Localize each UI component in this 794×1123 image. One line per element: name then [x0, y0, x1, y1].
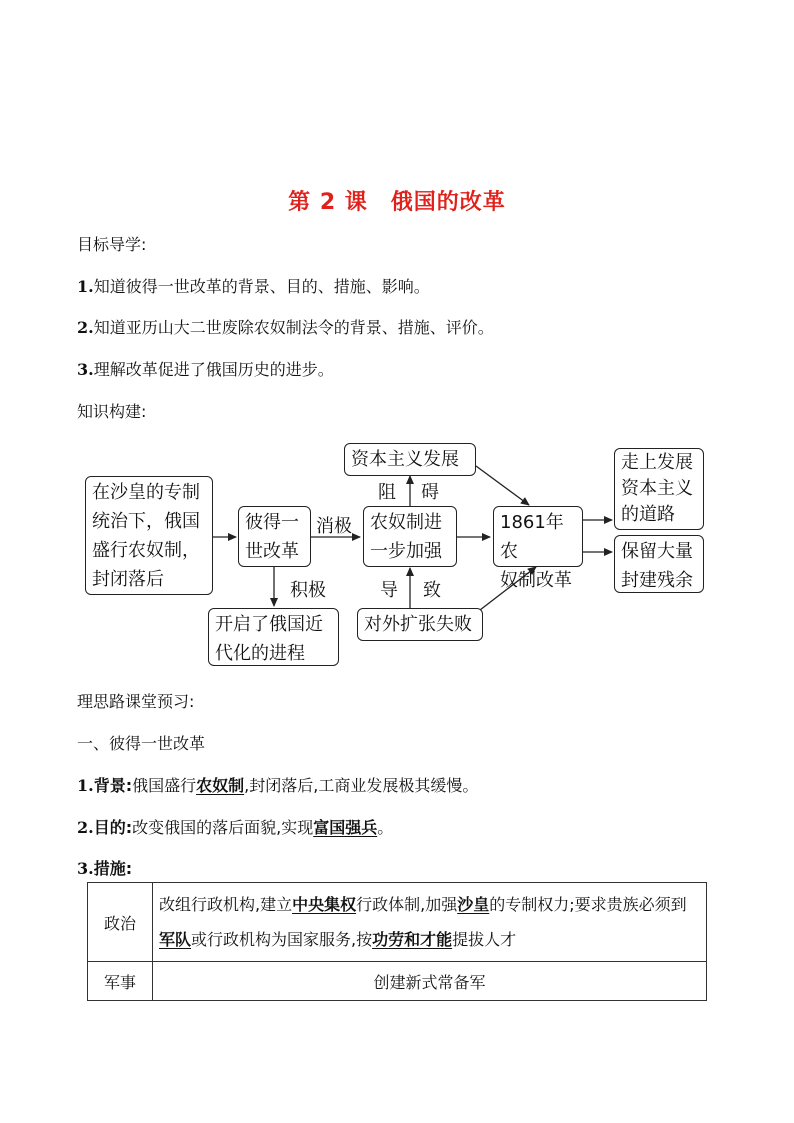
- node-serfdom: [363, 506, 457, 567]
- node-line: 统治下，俄国: [92, 511, 200, 532]
- page-title: 第 2 课 俄国的改革: [288, 190, 506, 215]
- preview-heading: 理思路课堂预习:: [77, 692, 195, 711]
- item-text: 。: [377, 818, 394, 837]
- node-line: 盛行农奴制，: [92, 540, 200, 561]
- table-content-cell: [153, 883, 707, 962]
- item-text: 改变俄国的落后面貌,实现: [132, 818, 314, 837]
- node-capitalism: [344, 443, 476, 476]
- node-line: 资本主义发展: [351, 449, 459, 470]
- cell-text: 改组行政机构,建立: [159, 895, 293, 914]
- measures-line: [77, 856, 132, 879]
- item-label: 背景:: [93, 776, 133, 795]
- item-num: 2.: [77, 818, 94, 837]
- table-row: [88, 883, 707, 962]
- edge-label-lead: 致: [423, 580, 441, 601]
- section-heading: 一、彼得一世改革: [77, 734, 206, 753]
- node-line: 1861年农: [500, 512, 564, 562]
- node-line: 在沙皇的专制: [92, 482, 200, 503]
- key-term: 中央集权: [292, 895, 357, 914]
- node-peter-reform: [238, 506, 311, 567]
- objective-text: 理解改革促进了俄国历史的进步。: [93, 360, 334, 379]
- item-label: 目的:: [93, 818, 133, 837]
- node-line: 奴制改革: [500, 570, 572, 591]
- objective-text: 知道彼得一世改革的背景、目的、措施、影响。: [93, 277, 430, 296]
- cell-text: 的专制权力;要求贵族必须到: [489, 895, 687, 914]
- node-feudal-remnants: [614, 535, 704, 593]
- cell-text: 提拔人才: [452, 930, 517, 949]
- cell-text: 或行政机构为国家服务,按: [191, 930, 373, 949]
- item-text: ,封闭落后,工商业发展极其缓慢。: [244, 776, 479, 795]
- table-category-cell: 政治: [88, 883, 153, 962]
- objective-num: 2.: [77, 318, 94, 337]
- node-line: 资本主义: [621, 478, 693, 499]
- node-line: 走上发展: [621, 452, 693, 473]
- cell-text: 行政体制,加强: [356, 895, 458, 914]
- node-line: 彼得一: [245, 512, 299, 533]
- node-line: 保留大量: [621, 541, 693, 562]
- objective-text: 知道亚历山大二世废除农奴制法令的背景、措施、评价。: [93, 318, 494, 337]
- edge-label-lead: 导: [380, 580, 398, 601]
- background-line: [77, 773, 478, 796]
- key-term: 富国强兵: [313, 818, 378, 837]
- key-term: 功劳和才能: [372, 930, 453, 949]
- key-term: 农奴制: [196, 776, 245, 795]
- node-line: 一步加强: [370, 541, 442, 562]
- table-content-cell: 创建新式常备军: [153, 962, 707, 1001]
- edge-label-hinder: 碍: [421, 482, 439, 503]
- purpose-line: [77, 815, 393, 838]
- objective-num: 3.: [77, 360, 94, 379]
- item-label: 措施:: [93, 859, 133, 878]
- edge-label-hinder: 阻: [378, 482, 396, 503]
- node-1861-reform: [493, 506, 583, 591]
- measures-table: [87, 882, 707, 1001]
- objectives-heading: 目标导学:: [77, 235, 147, 254]
- node-line: 的道路: [621, 504, 675, 525]
- node-modernization: [208, 608, 339, 666]
- node-line: 封建残余: [621, 570, 693, 591]
- key-term: 军队: [159, 930, 192, 949]
- table-category-cell: 军事: [88, 962, 153, 1001]
- key-term: 沙皇: [457, 895, 490, 914]
- node-line: 对外扩张失败: [364, 614, 472, 635]
- edge-label-negative: 消极: [316, 516, 352, 537]
- node-expansion: [357, 608, 483, 641]
- arrow-capitalism-1861: [476, 466, 529, 505]
- item-text: 俄国盛行: [132, 776, 197, 795]
- node-line: 世改革: [245, 541, 299, 562]
- node-capitalist-road: [614, 448, 704, 530]
- node-line: 农奴制进: [370, 512, 442, 533]
- node-line: 开启了俄国近: [215, 614, 323, 635]
- knowledge-heading: 知识构建:: [77, 402, 147, 421]
- item-num: 1.: [77, 776, 94, 795]
- table-row: [88, 962, 707, 1001]
- edge-label-positive: 积极: [290, 580, 326, 601]
- item-num: 3.: [77, 859, 94, 878]
- objective-num: 1.: [77, 277, 94, 296]
- node-line: 代化的进程: [215, 643, 305, 664]
- node-autocracy: [85, 476, 213, 595]
- node-line: 封闭落后: [92, 569, 164, 590]
